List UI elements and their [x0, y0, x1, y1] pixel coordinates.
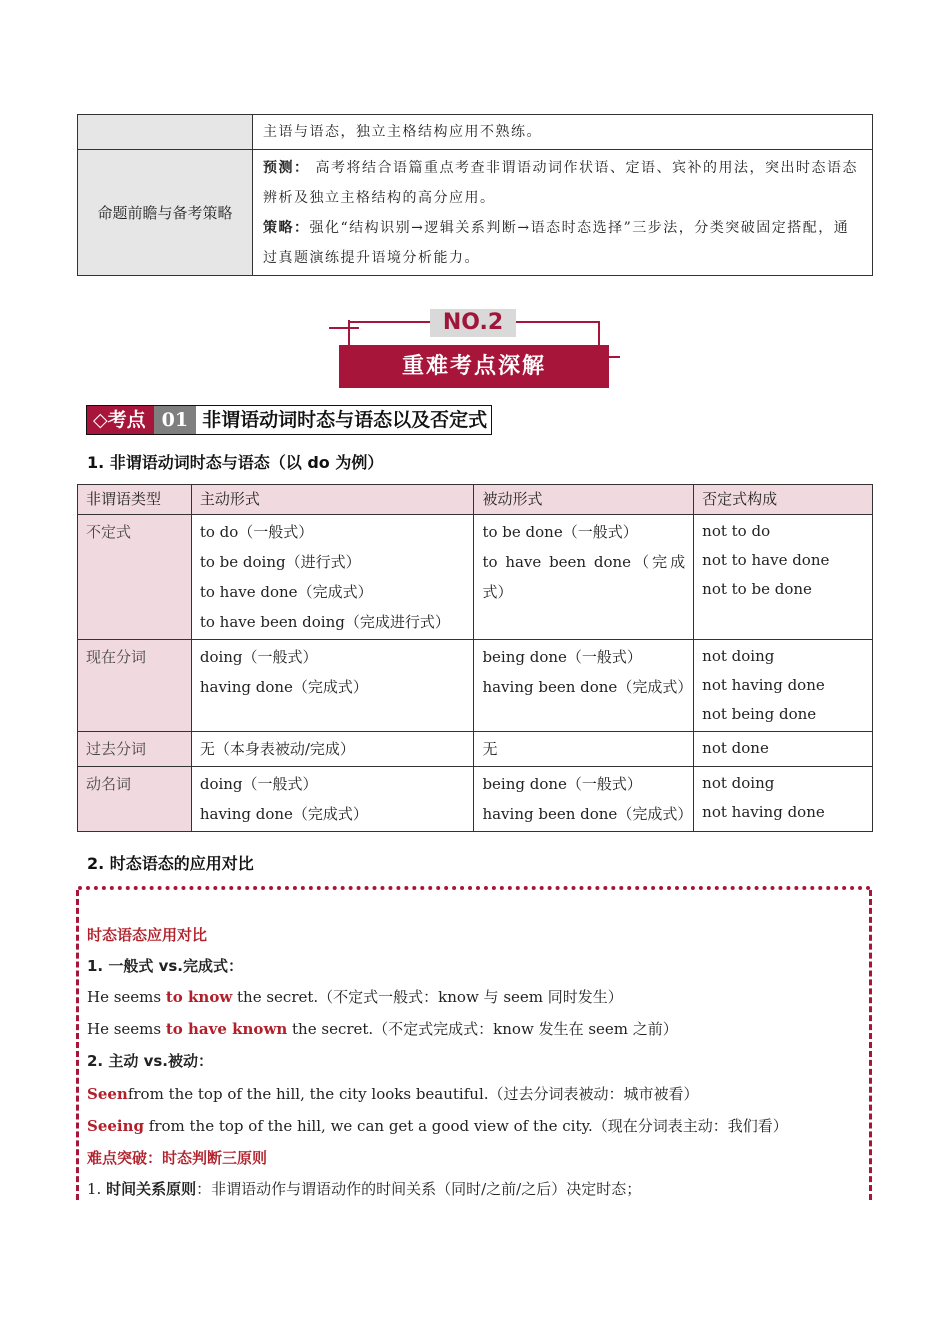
passive-cell [474, 640, 694, 732]
negative-cell [694, 732, 873, 767]
rule-1 [87, 1178, 641, 1199]
strategy-table-empty-label [78, 115, 253, 150]
negative-cell [694, 515, 873, 640]
row-type: 动名词 [78, 767, 192, 832]
cell-line: not to be done [702, 580, 812, 598]
example-text: He seems [87, 1020, 166, 1038]
cell-line: not doing [702, 647, 775, 665]
banner-line-left-vert [348, 320, 350, 346]
example-text: He seems [87, 988, 166, 1006]
example-highlight: to have known [165, 1020, 288, 1038]
strategy-table [77, 114, 873, 276]
table-header: 否定式构成 [694, 485, 873, 515]
active-cell [191, 515, 474, 640]
heading-1: 1. 非谓语动词时态与语态（以 do 为例） [87, 453, 384, 472]
table-header-row [78, 485, 873, 515]
banner-tag: NO.2 [430, 309, 516, 337]
strategy-row2-content [253, 150, 873, 276]
cell-line: having been done（完成式） [482, 678, 693, 696]
box-title: 时态语态应用对比 [87, 926, 208, 944]
example-2 [87, 1018, 678, 1039]
section-header [86, 405, 492, 435]
negative-cell [694, 640, 873, 732]
heading-2: 2. 时态语态的应用对比 [87, 854, 254, 873]
box-sub1: 1. 一般式 vs.完成式： [87, 957, 243, 975]
strategy-text: 强化“结构识别→逻辑关系判断→语态时态选择”三步法，分类突破固定搭配，通过真题演练提升语境分析能力。 [263, 220, 850, 266]
prediction-label: 预测： [263, 160, 310, 176]
cell-line: not doing [702, 774, 775, 792]
prediction-text: 高考将结合语篇重点考查非谓语动词作状语、定语、宾补的用法，突出时态语态辨析及独立主格结构的高分应用。 [263, 160, 858, 206]
example-highlight: Seeing [87, 1117, 145, 1135]
passive-cell [474, 515, 694, 640]
row-type: 现在分词 [78, 640, 192, 732]
active-cell [191, 640, 474, 732]
box-sub2: 2. 主动 vs.被动： [87, 1052, 213, 1070]
example-1 [87, 986, 623, 1007]
strategy-row1-text: 主语与语态，独立主格结构应用不熟练。 [253, 115, 873, 150]
table-header: 非谓语类型 [78, 485, 192, 515]
rule-label: 时间关系原则 [106, 1180, 197, 1198]
cell-line: not having done [702, 803, 825, 821]
example-4 [87, 1115, 788, 1136]
example-text: the secret.（不定式一般式：know 与 seem 同时发生） [232, 988, 623, 1006]
example-3 [87, 1083, 699, 1104]
table-row [78, 515, 873, 640]
example-highlight: to know [165, 988, 233, 1006]
example-text: the secret.（不定式完成式：know 发生在 seem 之前） [287, 1020, 678, 1038]
section-number: 01 [154, 406, 196, 434]
nonfinite-forms-table [77, 484, 873, 832]
cell-line: not done [702, 739, 769, 757]
cell-line: to have done（完成式） [199, 583, 373, 601]
table-row [78, 640, 873, 732]
cell-line: not having done [702, 676, 825, 694]
cell-line: to do（一般式） [199, 523, 314, 541]
cell-line: having done（完成式） [199, 805, 368, 823]
cell-line: being done（一般式） [482, 775, 642, 793]
table-header: 主动形式 [191, 485, 474, 515]
negative-cell [694, 767, 873, 832]
passive-cell [474, 732, 694, 767]
banner-line-right-vert [598, 321, 600, 346]
active-cell [191, 767, 474, 832]
cell-line: 无 [482, 740, 498, 758]
cell-line: not to have done [702, 551, 830, 569]
row-type: 不定式 [78, 515, 192, 640]
cell-line: to be doing（进行式） [199, 553, 361, 571]
example-box-left-border [76, 890, 83, 1200]
example-box-right-border [869, 890, 876, 1200]
table-row [78, 767, 873, 832]
cell-line: being done（一般式） [482, 648, 642, 666]
section-prefix: ◇考点 [87, 406, 154, 434]
cell-line: to have been doing（完成进行式） [199, 613, 450, 631]
strategy-row2-label: 命题前瞻与备考策略 [78, 150, 253, 276]
banner-line-left [329, 327, 359, 329]
cell-line: doing（一般式） [199, 775, 318, 793]
banner-line-right [608, 356, 620, 358]
cell-line: having been done（完成式） [482, 805, 693, 823]
cell-line: having done（完成式） [199, 678, 368, 696]
cell-line: to be done（一般式） [482, 523, 638, 541]
example-text: from the top of the hill, we can get a good view of the city.（现在分词表主动：我们看） [144, 1117, 788, 1135]
cell-line: not being done [702, 705, 817, 723]
table-header: 被动形式 [474, 485, 694, 515]
banner-title: 重难考点深解 [339, 345, 609, 388]
rule-number: 1. [87, 1180, 107, 1198]
cell-line: not to do [702, 522, 771, 540]
example-highlight: Seen [87, 1085, 128, 1103]
example-text: from the top of the hill, the city looks beautiful.（过去分词表被动：城市被看） [127, 1085, 699, 1103]
rule-text: ：非谓语动作与谓语动作的时间关系（同时/之前/之后）决定时态； [196, 1180, 642, 1198]
section-title: 非谓语动词时态与语态以及否定式 [196, 406, 491, 434]
cell-line: 无（本身表被动/完成） [199, 740, 355, 758]
strategy-label: 策略： [263, 220, 310, 236]
table-row [78, 732, 873, 767]
active-cell [191, 732, 474, 767]
cell-line: doing（一般式） [199, 648, 318, 666]
box-title-2: 难点突破：时态判断三原则 [87, 1149, 268, 1167]
passive-cell [474, 767, 694, 832]
row-type: 过去分词 [78, 732, 192, 767]
cell-line: to have been done（完成式） [482, 553, 686, 601]
